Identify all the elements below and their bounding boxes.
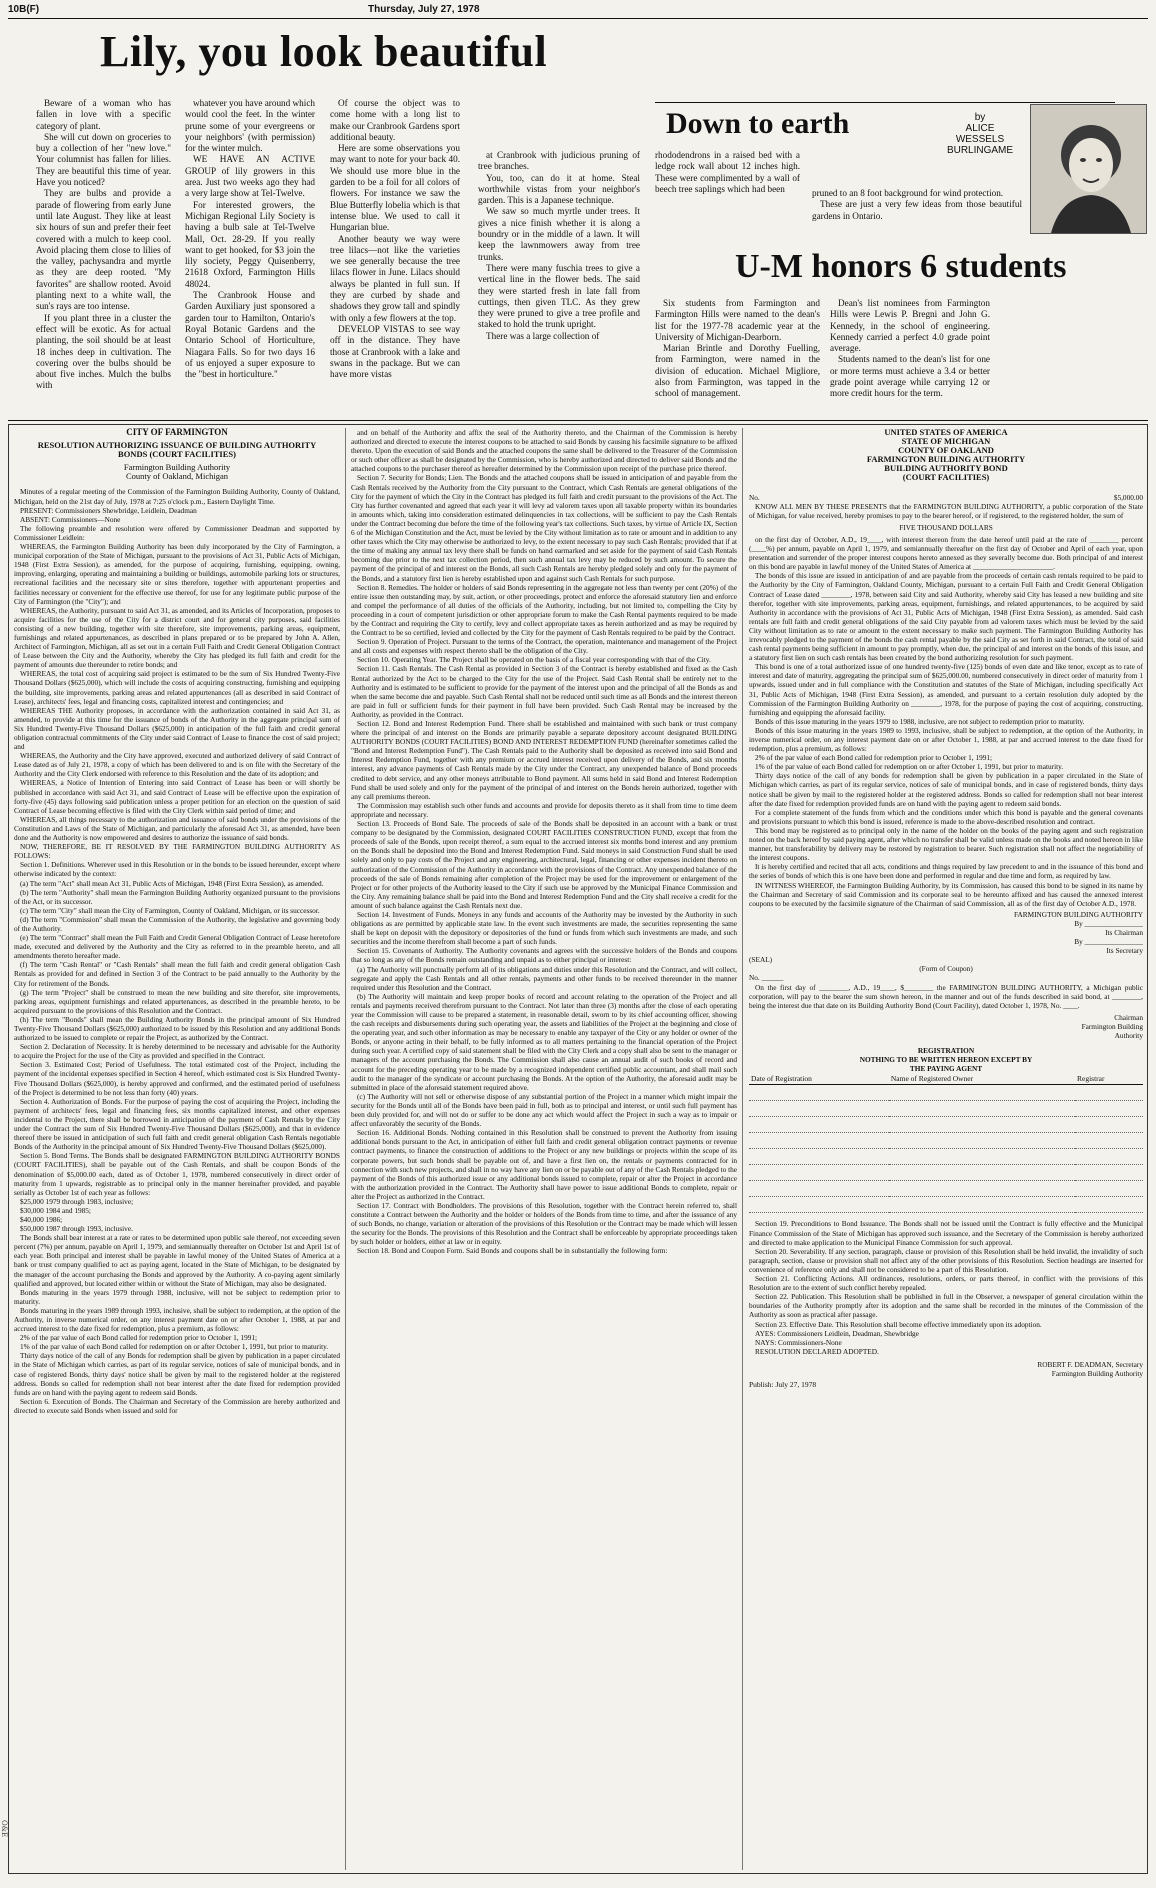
bond-heading: UNITED STATES OF AMERICA [884,428,1008,437]
lily-paragraph: We saw so much myrtle under trees. It gives a nice finish whether it is along a boundry or in the middle of a lawn. It will keep the lawnmowers away from tree trunks. [478,206,640,262]
legal-paragraph: (h) The term "Bonds" shall mean the Building Authority Bonds in the principal amount of Six Hundred Twenty-Five Thousand Dollars ($625,000) authorized to be issued by this Resolution and any additional Bonds authorized to be issued to complete or repair the Project, as authorized by the Contract. [14,1014,340,1043]
table-cell [889,1165,1075,1181]
dte-paragraph: rhododendrons in a raised bed with a ledge rock wall about 12 inches high. These were complimented by a wall of beech tree saplings which had been [655,150,800,194]
legal-paragraph: This bond may be registered as to principal only in the name of the holder on the books of the paying agent and such registration noted on the back hereof by said paying agent, after which no transfer shall be valid unless made on the books and noted hereon in like manner, but transferability by delivery may be restored by registration to bearer. Such registration shall not affect the negotiability of the interest coupons. [749,825,1143,863]
notice-authority: Farmington Building Authority [123,462,231,473]
legal-paragraph: WHEREAS, a Notice of Intention of Entering into said Contract of Lease has been or will shortly be published in accordance with said Act 31, and said Contract of Lease will be effective upon the expiration of forty-five (45) days following said publication unless a proper petition for an election on the question of said Contract of Lease becoming effective is filed with the City Clerk within said period of time; and [14,778,340,815]
table-cell [749,1101,889,1117]
table-cell [889,1181,1075,1197]
legal-paragraph: ABSENT: Commissioners—None [20,514,121,524]
byline-name: ALICE [965,123,995,134]
legal-paragraph: RESOLUTION DECLARED ADOPTED. [755,1346,879,1356]
notice-subheading: RESOLUTION AUTHORIZING ISSUANCE OF BUILDING AUTHORITY BONDS (COURT FACILITIES) [37,440,317,460]
legal-paragraph: AYES: Commissioners Leidlein, Deadman, Shewbridge [755,1328,919,1338]
legal-paragraph: NOW, THEREFORE, BE IT RESOLVED BY THE FARMINGTON BUILDING AUTHORITY AS FOLLOWS: [14,842,340,861]
um-paragraph: Dean's list nominees from Farmington Hills were Lewis P. Bregni and John G. Kennedy, in the school of engineering. Kennedy carried a perfect 4.0 grade point average. [830,298,990,354]
lily-paragraph: There was a large collection of [486,330,600,341]
dte-column-2 [812,188,1022,224]
legal-paragraph: 2% of the par value of each Bond called for redemption prior to October 1, 1991; [755,753,993,763]
lily-paragraph: Of course the object was to come home with a long list to make our Cranbrook Gardens sport additional beauty. [330,98,460,142]
legal-paragraph: Section 15. Covenants of Authority. The Authority covenants and agrees with the successive holders of the Bonds and coupons that so long as any of the Bonds remain outstanding and unpaid as to either principal or interest: [351,946,737,965]
signer-organization: Farmington Building Authority [1051,1368,1143,1378]
byline-by: by [974,112,986,123]
legal-paragraph: Bonds of this issue maturing in the years 1989 to 1993, inclusive, shall be subject to redemption, at the option of the Authority, in inverse numerical order, on any interest payment date on or after October 1, 1988, at par and accrued interest to the date fixed for redemption, plus a premium, as follows: [749,725,1143,754]
um-column-2 [830,298,990,416]
lily-headline: Lily, you look beautiful [100,27,548,76]
legal-paragraph: It is hereby certified and recited that all acts, conditions and things required by law precedent to and in the issuance of this bond and the series of bonds of which this is one have been done and performed in regular and due time and form, as required by law. [749,862,1143,881]
lily-column-2 [185,98,315,416]
lily-paragraph: WE HAVE AN ACTIVE GROUP of lily growers in this area. Just two weeks ago they had a very large show at Tel-Twelve. [185,154,315,199]
legal-paragraph: and on behalf of the Authority and affix the seal of the Authority thereto, and the Chairman of the Commission is hereby authorized and directed to execute the interest coupons to be attached to said Bonds by causing his facsimile signature to be affixed thereto. Upon the execution of said Bonds and the attached coupons the same shall be delivered to the Treasurer of the Commission or such other officer as shall be designated by the Commission, who is hereby authorized and directed to deliver said Bonds and the attached coupons to the purchaser thereof as hereafter determined by the Commission upon receipt of the purchase price thereof. [351,428,737,474]
dte-column-1 [655,150,800,220]
legal-paragraph: The Bonds shall bear interest at a rate or rates to be determined upon public sale thereof, not exceeding seven percent (7%) per annum, payable on April 1, 1979, and semiannually thereafter on October 1st and April 1st of each year. Both principal and interest shall be payable in lawful money of the United States of America at a bank or trust company qualified to act as paying agent, located in the State of Michigan, to be designated by the manager of the account purchasing the Bonds and approved by the Authority. A co-paying agent similarly qualified and approved, but located either within or without the State of Michigan, may also be designated. [14,1233,340,1288]
table-cell [749,1165,889,1181]
legal-paragraph: Section 14. Investment of Funds. Moneys in any funds and accounts of the Authority may be invested by the Authority in such obligations as are permitted by applicable state law. In the event such investments are made, the securities representing the same shall be kept on deposit with the depository or depositories of the fund or funds from which such investments are made, and such securities and the income therefrom shall become a part of such funds. [351,909,737,947]
legal-paragraph: NAYS: Commissioners-None [755,1337,842,1347]
legal-paragraph: Section 18. Bond and Coupon Form. Said Bonds and coupons shall be in substantially the following form: [357,1246,668,1256]
table-header: Name of Registered Owner [889,1073,1075,1085]
legal-paragraph: WHEREAS, the Authority and the City have approved, executed and authorized delivery of said Contract of Lease dated as of July 21, 1978, a copy of which has been delivered to and is on file with the Secretary of the Authority and the City Clerk endorsed with reference to this Resolution and the date of its adoption; and [14,751,340,779]
legal-paragraph: WHEREAS, the Authority, pursuant to said Act 31, as amended, and its Articles of Incorporation, proposes to acquire facilities for the use of the City for a district court and for general city purposes, said facilities consisting of a new building, together with site therefore, site improvements, parking areas, equipment, furnishings and related appurtenances, as described in plans prepared or to be prepared by John A. Allen, Architect of Farmington, Michigan, all as set out in a certain Full Faith and Credit General Obligation Contract of Lease between the City and the Authority, whereby the City has pledged its full faith and credit for the payment of amounts due thereunder to retire bonds; and [14,605,340,670]
lily-column-4 [478,150,640,416]
legal-paragraph: Section 10. Operating Year. The Project shall be operated on the basis of a fiscal year corresponding with that of the City. [357,655,711,665]
table-row [749,1181,1143,1197]
legal-paragraph: (g) The term "Project" shall be construed to mean the new building and site therefor, site improvements, parking areas, equipment furnishings and related appurtenances, as described in the preamble hereto, to be acquired pursuant to the provisions of this Resolution and the Contract. [14,987,340,1015]
legal-paragraph: Section 7. Security for Bonds; Lien. The Bonds and the attached coupons shall be issued in anticipation of and payable from the Cash Rentals received by the Authority from the City pursuant to the Contract, which Cash Rentals are general obligations of the City for the payment of which the City in the Contract has pledged its full faith and credit pursuant to the provisions of the Act. The City has further covenanted and agreed that each year it will levy ad valorem taxes upon all taxable property within its boundaries in amounts which, taking into consideration estimated delinquencies in tax collections, will be sufficient to pay the Cash Rentals under the Contract becoming due before the time of the following year's tax collections. Such taxes, by virtue of Article IX, Section 6 of the Michigan Constitution and the Act, must be levied by the City without limitation as to rate or amount and in addition to any other taxes which the City may otherwise be authorized to levy, to the extent necessary to pay such Cash Rentals; provided that if at the time of making any annual tax levy there shall be funds on hand earmarked and set aside for the payment of said Cash Rentals becoming due prior to the next tax collection period, then such annual tax levy may be reduced by such amount. To secure the payment of the principal of and interest on the Bonds, all such Cash Rentals are hereby pledged solely and only for the payment of the Bonds, and a statutory first lien is hereby established upon and against such Cash Rentals for such purpose. [351,473,737,583]
legal-paragraph: Section 17. Contract with Bondholders. The provisions of this Resolution, together with the Contract herein referred to, shall constitute a Contract between the Authority and the holder or holders of the Bonds from time to time, and after the issuance of any of such Bonds, no change, variation or alteration of the provisions of this Resolution or the Contract may be made which will lessen the security for the Bonds. The provisions of this Resolution and the Contract shall be enforceable by appropriate proceedings taken by such holder or holders, either at law or in equity. [351,1200,737,1247]
legal-paragraph: Thirty days notice of the call of any Bonds for redemption shall be given by publication in a paper circulated in the State of Michigan which carries, as part of its regular service, notices of sale of municipal bonds, and in case of registered Bonds, thirty days' notice shall be given by mail to the registered holder at the registered address. Bonds so called for redemption shall not bear interest after the date fixed for redemption provided funds are on hand with the paying agent to redeem said Bonds. [14,1351,340,1397]
lily-column-3 [330,98,460,416]
coupon-signature-line: Authority [1114,1031,1143,1040]
notice-county: County of Oakland, Michigan [126,471,228,482]
signature-line: By ________________ [1074,918,1143,928]
table-cell [889,1197,1075,1213]
legal-column-middle [351,428,737,1868]
legal-paragraph: (a) The Authority will punctually perform all of its obligations and duties under this Resolution and the Contract, and will collect, segregate and apply the Cash Rentals and all other rentals, payments and other funds to be received thereunder in the manner required under this Resolution and the Contract. [351,964,737,992]
coupon-form-heading: (Form of Coupon) [919,964,973,974]
legal-paragraph: IN WITNESS WHEREOF, the Farmington Building Authority, by its Commission, has caused this bond to be signed in its name by the Chairman and Secretary of said Commission and its corporate seal to be hereunto affixed and has caused the annexed interest coupons to be executed by the facsimile signature of the Chairman of said Commission, all as of the first day of October A.D., 1978. [749,880,1143,908]
legal-paragraph: Section 4. Authorization of Bonds. For the purpose of paying the cost of acquiring the Project, including the payment of architects' fees, legal and financing fees, six months capitalized interest, and other expenses incidental to the Project, there shall be borrowed in anticipation of the payment of Cash Rentals by the City under the Contract the sum of Six Hundred Twenty-Five Thousand Dollars ($625,000), and that in evidence thereof there be issued in anticipation of such full faith and credit general obligation Cash Rentals negotiable Bonds of the Authority in the principal amount of Six Hundred Twenty-Five Thousand Dollars ($625,000). [14,1096,340,1152]
lily-paragraph: The Cranbrook House and Garden Auxiliary just sponsored a garden tour to Hamilton, Ontario's Royal Botanic Gardens and the Ontario School of Horticulture, Niagara Falls. So for two days 16 of us enjoyed a super exposure to the "best in horticulture." [185,290,315,380]
legal-paragraph: Section 19. Preconditions to Bond Issuance. The Bonds shall not be issued until the Contract is fully effective and the Municipal Finance Commission of the State of Michigan has approved such issuance, and the Secretary of the Commission is hereby authorized and directed to make application to the Municipal Finance Commission for such approval. [749,1219,1143,1247]
table-cell [749,1133,889,1149]
table-cell [749,1149,889,1165]
signer-name: ROBERT F. DEADMAN, Secretary [1037,1359,1143,1369]
legal-paragraph: Bonds maturing in the years 1989 through 1993, inclusive, shall be subject to redemption, at the option of the Authority, in inverse numerical order, on any interest payment date on or after October 1, 1988, at par and accrued interest to the date fixed for redemption, plus a premium, as follows: [14,1305,340,1334]
legal-paragraph: 1% of the par value of each Bond called for redemption on or after October 1, 1991, but prior to maturity. [755,762,1064,772]
table-cell [889,1117,1075,1133]
signature-authority: FARMINGTON BUILDING AUTHORITY [1013,909,1143,919]
table-row [749,1133,1143,1149]
legal-paragraph: (d) The term "Commission" shall mean the Commission of the Authority, the legislative and governing body of the Authority. [14,914,340,933]
lily-paragraph: Another beauty we way were tree lilacs—not like the varieties we see generally because the tree lilacs flower in June. Lilacs should always be planted in full sun. If they are curbed by shade and shadows they grow tall and spindly with only a few flowers at the top. [330,233,460,323]
table-cell [749,1181,889,1197]
legal-paragraph: This bond is one of a total authorized issue of one hundred twenty-five (125) bonds of even date and like tenor, except as to rate of interest and date of maturity, aggregating the principal sum of $625,000.00, numbered consecutively in direct order of maturity from 1 upwards, issued under and in full compliance with the Constitution and statutes of the State of Michigan, including specifically Act 31, Public Acts of Michigan, 1948 (First Extra Session), as amended, and pursuant to a certain resolution duly adopted by the Commission of the Farmington Building Authority on ________, 1978, for the purpose of paying the cost of acquiring, constructing, furnishing and equipping the aforesaid facility. [749,662,1143,717]
um-paragraph: Students named to the dean's list for one or more terms must achieve a 3.4 or better grade point average while carrying 12 or more credit hours for the term. [830,354,990,399]
legal-paragraph: The following preamble and resolution were offered by Commissioner Deadman and supported by Commissioner Leidlein: [14,523,340,542]
edge-mark: O&E [0,1820,8,1838]
publish-date: Publish: July 27, 1978 [749,1380,817,1390]
column-rule [345,428,346,1870]
column-header-rule [655,102,1115,103]
legal-paragraph: Bonds of this issue maturing in the years 1979 to 1988, inclusive, are not subject to redemption prior to maturity. [755,716,1085,726]
page-number: 10B(F) [8,4,40,15]
bond-amount: $5,000.00 [1113,492,1143,502]
lily-paragraph: whatever you have around which would cool the feet. In the winter prune some of your evergreens or your neighbors' (with permission) for the winter mulch. [185,98,315,154]
legal-paragraph: Section 12. Bond and Interest Redemption Fund. There shall be established and maintained with such bank or trust company where the principal of and interest on the Bonds are primarily payable a separate depository account designated BUILDING AUTHORITY BONDS (COURT FACILITIES) BOND AND INTEREST REDEMPTION FUND (hereinafter sometimes called the "Bond and Interest Redemption Fund"). The Cash Rentals paid to the Authority shall be deposited as received into said Bond and Interest Redemption Fund, together with any premium or accrued interest received upon delivery of the Bonds, and six months interest, any advance payments of Cash Rentals made by the City under the Contract, any unexpended balance of Bond proceeds credited to debt service, and any other moneys attributable to Bond payment. All sums held in said Bond and Interest Redemption Fund shall be used solely and only for the payment of the principal of and interest on the Bonds herein authorized, together with any call premiums thereon. [351,719,737,801]
um-headline: U-M honors 6 students [735,248,1067,285]
legal-paragraph: Minutes of a regular meeting of the Commission of the Farmington Building Authority, County of Oakland, Michigan, held on the 21st day of July, 1978 at 7:25 o'clock p.m., Eastern Daylight Time. [14,487,340,506]
bond-intro: KNOW ALL MEN BY THESE PRESENTS that the FARMINGTON BUILDING AUTHORITY, a public corporation of the State of Michigan, for value received, hereby promises to pay to the bearer hereof, or if registered, to the registered holder, the sum of [749,501,1143,520]
legal-paragraph: For a complete statement of the funds from which and the conditions under which this bond is payable and the general covenants and provisions pursuant to which this bond is issued, reference is made to the above-described resolution and contract. [749,807,1143,826]
legal-paragraph: Section 2. Declaration of Necessity. It is hereby determined to be necessary and advisable for the Authority to acquire the Project for the use of the City as provided and specified in the Contract. [14,1042,340,1061]
legal-paragraph: 1% of the par value of each Bond called for redemption on or after October 1, 1991, but prior to maturity. [20,1342,329,1352]
lily-paragraph: You, too, can do it at home. Steal worthwhile vistas from your neighbor's garden. This is a Japanese technique. [478,172,640,206]
coupon-signature-line: Farmington Building [1081,1021,1143,1031]
registration-subheading: THE PAYING AGENT [909,1064,983,1074]
legal-paragraph: on the first day of October, A.D., 19____, with interest thereon from the date hereof until paid at the rate of ________ percent (____%) per annum, payable on April 1, 1979, and semiannually thereafter on the first day of October and April of each year, upon presentation and surrender of the proper interest coupons hereto annexed as they severally become due. Both principal of and interest on this bond are payable in lawful money of the United States of America at ______________________. [749,534,1143,572]
legal-paragraph: Section 8. Remedies. The holder or holders of said Bonds representing in the aggregate not less than twenty per cent (20%) of the entire issue then outstanding may, by suit, action, or other proceedings, protect and enforce the aforesaid statutory lien and enforce and compel the performance of all duties of the officials of the Authority, including, but not limited to, compelling the City by proceeding in a court of competent jurisdiction or other appropriate forum to make the Cash Rental payments required to be made by the Contract and requiring the City to certify, levy and collect appropriate taxes as herein authorized and as may be required by the Contract to be so certified, levied and collected by the City for the payment of Cash Rentals required to be paid by the Contract. [351,582,737,638]
lily-paragraph: There were many fuschia trees to give a vertical line in the flower beds. The said they were started fresh in late fall from cuttings, then given TLC. As they grew they were pruned to give a tree profile and staked to hold the trunk upright. [478,262,640,330]
coupon-text: On the first day of ________, A.D., 19____, $________ the FARMINGTON BUILDING AUTHORITY, a Michigan public corporation, will pay to the bearer the sum shown hereon, in the manner and out of the funds described in said bond, at ________, being the interest due that date on its Building Authority Bond (Court Facility), dated October 1, 1978, No. ____. [749,982,1143,1010]
registration-table [749,1073,1143,1213]
table-cell [1075,1101,1143,1117]
legal-paragraph: Section 16. Additional Bonds. Nothing contained in this Resolution shall be construed to prevent the Authority from issuing additional bonds pursuant to the Act, in anticipation of either full faith and credit general obligation contract payments or revenue contract payments, to finance the construction of additions to the Project or any new buildings or projects within the scope of its corporate powers, but such bonds shall be payable out of, and have a first lien on, the rentals or payments contracted for in connection with such new projects, and shall in no way have any lien on or be payable out of any of the Cash Rentals pledged to the payment of the Bonds of this authorized issue or any additional bonds issued to complete, repair or alter the Project in accordance with the authorization provided in the Contract. The Authority shall have power to issue additional Bonds to complete, repair or alter the Project as authorized in the Contract. [351,1128,737,1201]
legal-paragraph: Section 3. Estimated Cost; Period of Usefulness. The total estimated cost of the Project, including the payment of the incidental expenses specified in Section 4 hereof, which estimated cost is Six Hundred Twenty-Five Thousand Dollars ($625,000), is hereby approved and confirmed, and the estimated period of usefulness of the Project is determined to be not less than forty (40) years. [14,1060,340,1097]
coupon-signature [749,1013,1143,1040]
table-row [749,1197,1143,1213]
legal-paragraph: WHEREAS, the total cost of acquiring said project is estimated to be the sum of Six Hundred Twenty-Five Thousand Dollars ($625,000), which will include the costs of acquiring constructing, furnishing and equipping the building, site improvements, parking areas and related appurtenances (all as described in said Contract of Lease), architects' fees, legal and financing costs, capitalized interest and contingencies; and [14,669,340,706]
section-divider [8,420,1148,421]
author-portrait-image [1031,105,1146,233]
table-row [749,1149,1143,1165]
legal-paragraph: Section 11. Cash Rentals. The Cash Rental as provided in Section 3 of the Contract is hereby established and fixed as the Cash Rental authorized by the Act to be charged to the City for the use of the Project. Said Cash Rental shall be entirely net to the Authority and is estimated to be sufficient to provide for the payment of the interest upon and the principal of all the Bonds as and when the same become due and payable. Such Cash Rental shall not be reduced until such time as all Bonds and the interest thereon are paid in full or sufficient funds for their payment in full have been provided. Such Cash Rental may be increased by the Authority, as provided in the Contract. [351,664,737,719]
legal-paragraph: (e) The term "Contract" shall mean the Full Faith and Credit General Obligation Contract of Lease heretofore made, executed and delivered by the Authority and the City as referred to in the preamble hereto, and all amendments thereto hereafter made. [14,933,340,961]
seal-label: (SEAL) [749,955,773,965]
issue-date: Thursday, July 27, 1978 [368,4,480,15]
legal-paragraph: (a) The term "Act" shall mean Act 31, Public Acts of Michigan, 1948 (First Extra Session), as amended. [20,878,324,888]
legal-paragraph: (b) The Authority will maintain and keep proper books of record and account relating to the operation of the Project and all rentals and payments received therefrom pursuant to the Contract. Not later than three (3) months after the close of each operating year the Commission will cause to be prepared a statement, in reasonable detail, sworn to by its chief accounting officer, showing the cash receipts and disbursements during such operating year, the assets and liabilities of the Project at the beginning and close of the operating year, and such other information as may be necessary to enable any taxpayer of the City or any holder or owner of the Bonds, or anyone acting in their behalf, to be fully informed as to all matters pertaining to the financial operation of the Project during such year. A certified copy of said statement shall be filed with the City Clerk and a copy shall also be sent to the manager or managers of the account purchasing the Bonds. The Commission shall also cause an annual audit of such books of record and account for the preceding operating year to be made by a recognized independent certified public accountant, and shall mail such audit to the manager of the syndicate or account purchasing the Bonds. At the option of the Authority, the aforesaid audit may be submitted in place of the aforesaid statement required above. [351,991,737,1092]
legal-paragraph: Section 5. Bond Terms. The Bonds shall be designated FARMINGTON BUILDING AUTHORITY BONDS (COURT FACILITIES), shall be payable out of the Cash Rentals, and shall be coupon Bonds of the denomination of $5,000.00 each, dated as of October 1, 1978, numbered consecutively in direct order of maturity from 1 upwards, registrable as to principal only in the manner hereinafter provided, and payable serially as October 1st of each year as follows: [14,1151,340,1197]
lily-paragraph: They are bulbs and provide a parade of flowering from early June until late August. They like at least six hours of sun and prefer their feet covered with a mulch to keep cool. Avoid placing them close to lilies of the valley, pachysandra and myrtle as they are deep rooted. "My favorites" are shallow rooted. Avoid planting next to a white wall, the sun's rays are too intense. [36,188,171,312]
column-rule [742,428,743,1870]
bond-heading: (COURT FACILITIES) [902,472,990,483]
table-row [749,1085,1143,1101]
legal-paragraph: (c) The Authority will not sell or otherwise dispose of any substantial portion of the Project in a manner which might impair the security for the Bonds until all of the Bonds have been paid in full, both as to principal and interest, or until such full payment has been duly provided for, and will not do or suffer to be done any act which would affect the Project in such a way as to impair or affect unfavorably the security of the Bonds. [351,1091,737,1129]
table-cell [1075,1085,1143,1101]
table-header: Registrar [1075,1073,1143,1085]
signature-title: Its Chairman [1105,927,1143,937]
resolution-body [14,487,340,1415]
table-cell [1075,1165,1143,1181]
legal-column-left [14,428,340,1868]
legal-paragraph: Section 23. Effective Date. This Resolution shall become effective immediately upon its adoption. [755,1319,1042,1329]
legal-paragraph: $30,000 1984 and 1985; [20,1205,91,1215]
signature-title: Its Secretary [1106,946,1143,956]
resolution-body-continued [351,428,737,1256]
legal-paragraph: 2% of the par value of each Bond called for redemption prior to October 1, 1991; [20,1333,258,1343]
table-cell [749,1117,889,1133]
table-cell [1075,1133,1143,1149]
um-column-1 [655,298,820,416]
byline-name: WESSELS [955,134,1005,145]
legal-paragraph: (c) The term "City" shall mean the City of Farmington, County of Oakland, Michigan, or its successor. [20,905,320,915]
author-photo [1030,104,1147,234]
table-cell [889,1149,1075,1165]
table-cell [889,1101,1075,1117]
table-cell [1075,1117,1143,1133]
legal-column-right [749,428,1143,1868]
top-rule [8,18,1148,19]
legal-paragraph: Bonds maturing in the years 1979 through 1988, inclusive, will not be subject to redemption prior to maturity. [14,1287,340,1306]
table-cell [889,1133,1075,1149]
table-row [749,1117,1143,1133]
table-cell [1075,1149,1143,1165]
legal-paragraph: PRESENT: Commissioners Shewbridge, Leidlein, Deadman [20,505,197,515]
page-folio [8,4,1148,18]
bond-sum: FIVE THOUSAND DOLLARS [899,522,993,532]
table-cell [1075,1181,1143,1197]
column-title: Down to earth [666,107,850,140]
legal-paragraph: The bonds of this issue are issued in anticipation of and are payable from the proceeds of certain cash rentals required to be paid to the Authority by the City of Farmington, Oakland County, Michigan, pursuant to a certain Full Faith and Credit General Obligation Contract of Lease dated ________, 1978, between said City and said Authority, whereby said City has leased a new building and site therefor, together with site improvements, parking areas, equipment, furnishings, and related appurtenances, to be acquired by said Authority in accordance with the provisions of Act 31, Public Acts of Michigan, 1948 (First Extra Session), as amended. Said cash rentals are full faith and credit general obligations of the said City payable from ad valorem taxes which must be levied by the said City without limitation as to rate or amount to the extent necessary to make such payment. The Farmington Building Authority has irrevocably pledged to the payment of the bonds the cash rental payable by the said City as set forth in said Contract, the total of said cash rental payments being sufficient in amount to pay promptly, when due, the principal of and interest on the bonds of this issue, and a statutory first lien on such cash rentals has been created by the bond authorizing resolution for such payment. [749,571,1143,663]
registration-rows [749,1085,1143,1213]
legal-paragraph: $50,000 1987 through 1993, inclusive. [20,1224,133,1234]
notice-heading: CITY OF FARMINGTON [126,428,228,437]
legal-paragraph: $40,000 1986; [20,1214,63,1224]
registration-subheading: NOTHING TO BE WRITTEN HEREON EXCEPT BY [859,1055,1033,1065]
legal-paragraph: Section 6. Execution of Bonds. The Chairman and Secretary of the Commission are hereby authorized and directed to execute said Bonds when issued and sold for [14,1396,340,1415]
registration-heading: REGISTRATION [917,1046,975,1056]
lily-paragraph: For interested growers, the Michigan Regional Lily Society is having a bulb sale at Tel-Twelve Mall, Oct. 28-29. If you really want to get hooked, for $3 join the lily society, Peggy Quisenberry, 21618 Oxford, Farmington Hills 48024. [185,199,315,289]
bond-number-row [749,493,1143,502]
legal-paragraph: Section 9. Operation of Project. Pursuant to the terms of the Contract, the operation, maintenance and management of the Project and all costs and expenses with respect thereto shall be the obligation of the City. [351,637,737,656]
legal-paragraph: Thirty days notice of the call of any bonds for redemption shall be given by publication in a paper circulated in the State of Michigan which carries, as part of its regular service, notices of sale of municipal bonds, and in case of registered bonds, thirty days notice shall be given by mail to the registered holder at the registered address. Bonds so called for redemption shall not bear interest after the date fixed for redemption provided funds are on hand with the paying agent to redeem said bonds. [749,771,1143,808]
byline-name: BURLINGAME [946,145,1014,156]
um-paragraph: Marian Brintle and Dorothy Fuelling, from Farmington, were named in the division of education. Michael Migliore, also from Farmington, was tapped in the school of management. [655,343,820,399]
table-cell [889,1085,1075,1101]
bond-heading: COUNTY OF OAKLAND [898,445,994,456]
signature-line: By ________________ [1074,937,1143,947]
table-header: Date of Registration [749,1073,889,1085]
legal-paragraph: Section 21. Conflicting Actions. All ordinances, resolutions, orders, or parts thereof, in conflict with the provisions of this Resolution are to the extent of such conflict hereby repealed. [749,1274,1143,1293]
legal-paragraph: Section 20. Severability. If any section, paragraph, clause or provision of this Resolution shall be held invalid, the invalidity of such paragraph, section, clause or provision shall not affect any of the other provisions of this Resolution. Section headings are inserted for convenience of reference only and shall not be considered to be a part of this Resolution. [749,1246,1143,1274]
bond-number-label: No. [749,492,760,502]
table-cell [749,1085,889,1101]
bond-heading: STATE OF MICHIGAN [901,436,991,447]
lily-paragraph: If you plant three in a cluster the effect will be exotic. As for actual planting, the soil should be at least 18 inches deep in cultivation. The covering over the bulbs should be about five inches. Mulch the bulbs with [36,312,171,391]
lily-paragraph: Beware of a woman who has fallen in love with a specific category of plant. [36,98,171,131]
bond-heading: BUILDING AUTHORITY BOND [884,463,1008,474]
dte-paragraph: pruned to an 8 foot background for wind protection. [812,188,1004,198]
legal-paragraph: WHEREAS THE Authority proposes, in accordance with the authorization contained in said Act 31, as amended, to provide at this time for the issuance of bonds of the Authority in the aggregate principal sum of Six Hundred Twenty-Five Thousand Dollars ($625,000) in anticipation of the full faith and credit general obligation contractual commitments of the City under said Contract of Lease to finance the cost of said project; and [14,705,340,752]
table-row [749,1101,1143,1117]
legal-paragraph: (f) The term "Cash Rental" or "Cash Rentals" shall mean the full faith and credit general obligation Cash Rentals as provided for and defined in Section 3 of the Contract to be paid annually to the Authority by the City for retirement of the Bonds. [14,960,340,988]
lily-paragraph: Here are some observations you may want to note for your back 40. We should use more blue in the garden to be a foil for all colors of flowers. For instance we saw the Blue Butterfly lobelia which is that intense blue. We used to call it Hungarian blue. [330,143,460,233]
table-cell [1075,1197,1143,1213]
bond-heading: FARMINGTON BUILDING AUTHORITY [866,454,1026,465]
table-cell [749,1197,889,1213]
legal-paragraph: WHEREAS, the Farmington Building Authority has been duly incorporated by the City of Farmington, a municipal corporation of the State of Michigan, pursuant to the provisions of Act 31, Public Acts of Michigan, 1948 (First Extra Session), as amended, for the purpose of acquiring, furnishing, equipping, owning, improving, enlarging, operating and maintaining a building or buildings, automobile parking lots or structures, recreational facilities and the necessary site or sites therefore, together with appurtenant properties and facilities necessary or convenient for the effective use thereof, for use for any legitimate public purpose of the City of Farmington (the "City"); and [14,542,340,606]
legal-paragraph: Section 1. Definitions. Wherever used in this Resolution or in the bonds to be issued hereunder, except where otherwise indicated by the context: [14,860,340,879]
legal-paragraph: The Commission may establish such other funds and accounts and provide for deposits thereto as it shall from time to time deem appropriate and necessary. [351,800,737,819]
legal-paragraph: (b) The term "Authority" shall mean the Farmington Building Authority organized pursuant to the provisions of the Act, or its successor. [14,887,340,906]
resolution-closing [749,1219,1143,1355]
legal-paragraph: Section 13. Proceeds of Bond Sale. The proceeds of sale of the Bonds shall be deposited in an account with a bank or trust company to be designated by the Commission, designated COURT FACILITIES CONSTRUCTION FUND, except that from the proceeds of sale of the Bonds, upon receipt thereof, a sum equal to the accrued interest six months bond interest and any premium on the Bonds shall be deposited into the Bond and Interest Redemption Fund. Said moneys in said Construction Fund shall be used solely and only to pay costs of the Project and any engineering, architectural, legal, financing or other expenses incident thereto on authorization of the Commission of the Authority in accordance with the provisions of the Contract. Any unexpended balance of the proceeds of the sale of Bonds remaining after completion of the Project may be used for the improvement or enlargement of the Project or for other projects of the Authority leased to the City if such use be approved by the Municipal Finance Commission and the City. Any remaining balance shall be paid into the Bond and Interest Redemption Fund and the City shall receive a credit for the amount of such balance against the Cash Rentals next due. [351,819,737,910]
coupon-signature-line: Chairman [1114,1012,1143,1022]
bond-body [749,535,1143,908]
lily-paragraph: at Cranbrook with judicious pruning of tree branches. [478,150,640,172]
lily-paragraph: She will cut down on groceries to buy a collection of her "new love." Your columnist has fallen for lilies. They are beautiful this time of year. Have you noticed? [36,131,171,188]
legal-paragraph: Section 22. Publication. This Resolution shall be published in full in the Observer, a newspaper of general circulation within the boundaries of the Authority promptly after its adoption and the same shall be recorded in the minutes of the Commission of the Authority as soon as practical after passage. [749,1292,1143,1320]
dte-paragraph: These are just a very few ideas from those beautiful gardens in Ontario. [812,199,1022,221]
um-paragraph: Six students from Farmington and Farmington Hills were named to the dean's list for the 1977-78 academic year at the University of Michigan-Dearborn. [655,298,820,342]
legal-paragraph: WHEREAS, all things necessary to the authorization and issuance of said bonds under the provisions of the Constitution and Laws of the State of Michigan, and particularly the aforesaid Act 31, as amended, have been done and the Authority is now empowered and desires to authorize the issuance of said bonds. [14,814,340,843]
lily-paragraph: DEVELOP VISTAS to see way off in the distance. They have those at Cranbrook with a lake and swans in the package. But we can have more vistas [330,323,460,380]
lily-column-1 [36,98,171,416]
legal-paragraph: $25,000 1979 through 1983, inclusive; [20,1196,134,1206]
coupon-number: No. ______ [749,973,784,983]
table-row [749,1165,1143,1181]
byline [930,112,1030,156]
